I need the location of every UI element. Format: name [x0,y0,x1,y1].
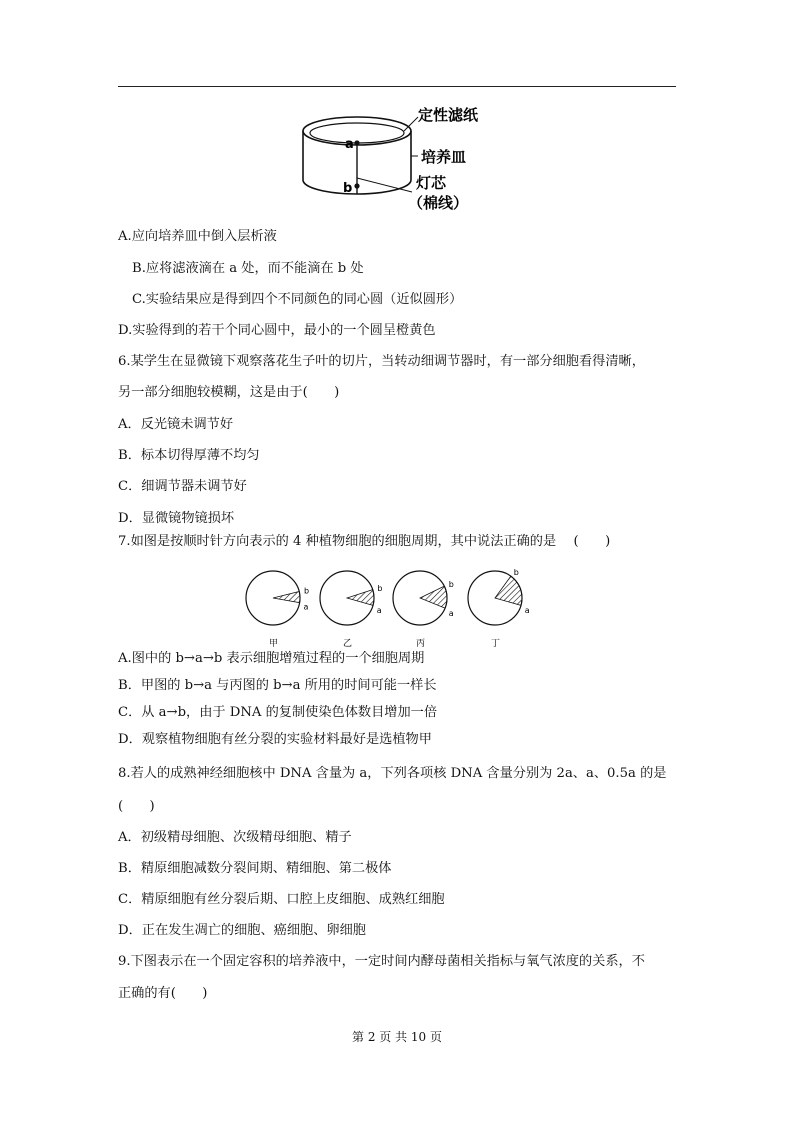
leader-wick [357,178,412,192]
page-footer: 第 2 页 共 10 页 [352,1030,442,1044]
q9-stem-line1: 9.下图表示在一个固定容积的培养液中，一定时间内酵母菌相关指标与氧气浓度的关系，不 [118,954,645,969]
q6-option-a: A．反光镜未调节好 [118,417,234,432]
q5-option-b: B.应将滤液滴在 a 处，而不能滴在 b 处 [132,261,364,276]
point-b-dot [354,183,359,188]
cell-sector-2 [347,590,374,606]
q8-option-b: B．精原细胞减数分裂间期、精细胞、第二极体 [118,861,392,876]
q7-option-a: A.图中的 b→a→b 表示细胞增殖过程的一个细胞周期 [118,651,425,666]
cell-sector-4 [495,576,522,605]
q5-option-d: D.实验得到的若干个同心圆中，最小的一个圆呈橙黄色 [118,323,436,338]
cell-name-3: 丙 [416,639,426,649]
point-a-dot [354,140,359,145]
q7-stem: 7.如图是按顺时针方向表示的 4 种植物细胞的细胞周期，其中说法正确的是 ( ) [118,534,611,549]
q5-option-c: C.实验结果应是得到四个不同颜色的同心圆（近似圆形） [132,292,463,307]
cell-sector-1 [273,591,300,602]
cell-label-a-1: a [303,602,309,612]
q8-stem-line2: ( ) [118,799,155,814]
cell-name-4: 丁 [491,639,501,649]
cell-label-b-4: b [513,568,519,578]
cell-sector-3 [420,586,447,608]
point-b-label: b [343,181,353,196]
header-rule [118,86,676,87]
q6-stem-line2: 另一部分细胞较模糊，这是由于( ) [118,385,340,400]
label-wick-cotton: （棉线） [408,194,469,212]
point-a-label: a [345,137,354,152]
q8-option-a: A．初级精母细胞、次级精母细胞、精子 [118,830,352,845]
cell-name-1: 甲 [269,639,279,649]
filter-paper [310,123,404,143]
q7-option-b: B．甲图的 b→a 与丙图的 b→a 所用的时间可能一样长 [118,678,437,693]
cell-name-2: 乙 [343,639,353,649]
cell-label-a-4: a [524,605,530,615]
label-filter-paper: 定性滤纸 [418,106,479,124]
q7-option-d: D．观察植物细胞有丝分裂的实验材料最好是选植物甲 [118,732,432,747]
label-wick: 灯芯 [416,174,447,192]
q6-stem-line1: 6.某学生在显微镜下观察落花生子叶的切片，当转动细调节器时，有一部分细胞看得清晰， [118,354,645,369]
cell-label-a-2: a [376,605,382,615]
cell-label-b-3: b [448,580,454,589]
q6-option-b: B．标本切得厚薄不均匀 [118,448,260,463]
q9-stem-line2: 正确的有( ) [118,986,208,1001]
cell-label-a-3: a [448,609,454,618]
q5-option-a: A.应向培养皿中倒入层析液 [118,229,277,244]
cell-label-b-1: b [304,586,310,596]
label-petri-dish: 培养皿 [421,148,467,166]
cell-label-b-2: b [377,584,383,594]
chromatography-figure [296,100,536,218]
q6-option-c: C．细调节器未调节好 [118,479,247,494]
q8-option-c: C．精原细胞有丝分裂后期、口腔上皮细胞、成熟红细胞 [118,892,445,907]
cell-cycle-figure [244,566,554,652]
q6-option-d: D．显微镜物镜损坏 [118,511,235,526]
q8-option-d: D．正在发生凋亡的细胞、癌细胞、卵细胞 [118,923,366,938]
q7-option-c: C．从 a→b，由于 DNA 的复制使染色体数目增加一倍 [118,705,438,720]
q8-stem-line1: 8.若人的成熟神经细胞核中 DNA 含量为 a，下列各项核 DNA 含量分别为 2a、a、0.5a 的是 [118,766,667,781]
